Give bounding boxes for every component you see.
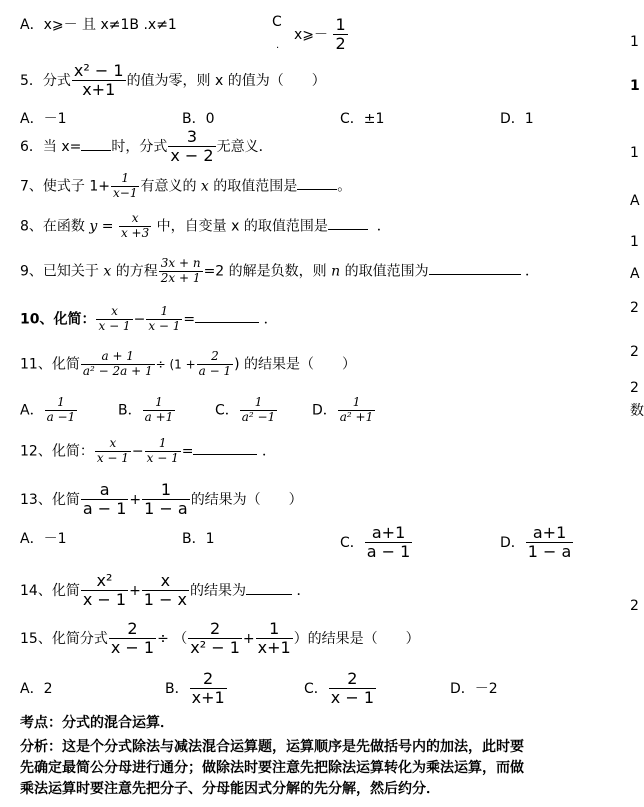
right-edge-char: 1 (630, 234, 639, 250)
q15-fraction-1: $\frac{2}{x - 1}$ (110, 619, 155, 658)
question-10: 10、化简： $\frac{x}{x - 1}$ − $\frac{1}{x - 1}$ = ． (20, 304, 278, 333)
q15-b-fraction: $\frac{2}{x+1}$ (191, 669, 225, 708)
q13-fraction-2: $\frac{1}{1 - a}$ (144, 480, 188, 519)
q15-option-a: A．2 (20, 681, 53, 697)
q11-b-fraction: $\frac{1}{a +1}$ (144, 395, 174, 424)
q11-option-c: C． $\frac{1}{\text{a² −1}}$ (215, 395, 276, 424)
q9-answer-blank[interactable] (429, 274, 521, 275)
right-edge-char: 1 (630, 78, 640, 94)
q13-c-fraction: $\frac{a+1}{a - 1}$ (366, 523, 411, 562)
q8-answer-blank[interactable] (328, 229, 368, 230)
q11-option-a: A． $\frac{1}{a -1}$ (20, 395, 76, 424)
q5-option-a: A．－1 (20, 111, 67, 127)
right-edge-char: 2 (630, 300, 639, 316)
q4-option-c-label: C (272, 14, 282, 30)
q13-fraction-1: $\frac{a}{a - 1}$ (82, 480, 127, 519)
fenxi-line-2: 先确定最简公分母进行通分；做除法时要注意先把除法运算转化为乘法运算，而做 (20, 760, 524, 776)
question-8: 8、在函数 y = $\frac{x}{x +3}$ 中，自变量 x 的取值范围是 ． (20, 211, 391, 240)
q11-fraction-1: $\frac{a + 1}{\text{a² − 2a + 1}}$ (82, 349, 153, 378)
question-14: 14、化简 $\frac{\text{x²}}{x - 1}$ + $\frac{x}{1 - x}$ 的结果为 ． (20, 571, 311, 610)
q9-fraction: $\frac{3x + n}{2x + 1}$ (160, 256, 201, 285)
q12-answer-blank[interactable] (193, 454, 257, 455)
right-edge-char: 数 (630, 403, 644, 419)
question-9: 9、已知关于 x 的方程 $\frac{3x + n}{2x + 1}$ =2 的解是负数，则 n 的取值范围为 ． (20, 256, 540, 285)
q11-d-fraction: $\frac{1}{\text{a² +1}}$ (339, 395, 374, 424)
q6-fraction: $\frac{3}{x - 2}$ (170, 127, 214, 166)
right-edge-char: 2 (630, 344, 639, 360)
q11-fraction-2: $\frac{2}{a - 1}$ (198, 349, 232, 378)
question-6: 6．当 x= 时，分式 $\frac{3}{x - 2}$ 无意义． (20, 127, 273, 166)
q13-d-fraction: $\frac{a+1}{1 - a}$ (527, 523, 572, 562)
q13-option-c: C． $\frac{a+1}{a - 1}$ (340, 523, 411, 562)
question-15: 15、化简分式 $\frac{2}{x - 1}$ ÷ （ $\frac{2}{\text{x² − 1}}$ + $\frac{1}{x+1}$ ）的结果是（ ） (20, 619, 420, 658)
question-5: 5．分式 $\frac{\text{x² − 1}}{x+1}$ 的值为零，则 x 的值为（ ） (20, 61, 326, 100)
q5-option-c: C．±1 (340, 111, 385, 127)
question-11: 11、化简 $\frac{a + 1}{\text{a² − 2a + 1}}$ ÷ (1 + $\frac{2}{a - 1}$ ) 的结果是（ ） (20, 349, 357, 378)
q15-fraction-3: $\frac{1}{x+1}$ (257, 619, 291, 658)
q14-fraction-1: $\frac{\text{x²}}{x - 1}$ (82, 571, 127, 610)
q4-c-text: x⩾－ (294, 26, 329, 43)
q4-c-fraction: $\frac{1}{2}$ (335, 15, 346, 54)
q11-a-fraction: $\frac{1}{a -1}$ (46, 395, 76, 424)
q7-answer-blank[interactable] (297, 189, 337, 190)
q13-option-a: A．－1 (20, 531, 67, 547)
question-12: 12、化简： $\frac{x}{x - 1}$ − $\frac{1}{x - 1}$ = ． (20, 436, 276, 465)
q7-fraction: $\frac{1}{x-1}$ (113, 171, 138, 200)
question-7: 7、使式子 1+ $\frac{1}{x-1}$ 有意义的 x 的取值范围是 。 (20, 171, 352, 200)
right-edge-char: 2 (630, 380, 639, 396)
q11-c-fraction: $\frac{1}{\text{a² −1}}$ (241, 395, 276, 424)
q12-fraction-2: $\frac{1}{x - 1}$ (146, 436, 179, 465)
q13-option-d: D． $\frac{a+1}{1 - a}$ (500, 523, 572, 562)
right-edge-char: 2 (630, 598, 639, 614)
q10-answer-blank[interactable] (195, 322, 259, 323)
right-edge-char: 1 (630, 34, 639, 50)
q11-option-d: D． $\frac{1}{\text{a² +1}}$ (312, 395, 374, 424)
q13-option-b: B．1 (182, 531, 215, 547)
question-13: 13、化简 $\frac{a}{a - 1}$ + $\frac{1}{1 - a}$ 的结果为（ ） (20, 480, 303, 519)
q14-answer-blank[interactable] (246, 594, 292, 595)
q10-fraction-1: $\frac{x}{x - 1}$ (98, 304, 131, 333)
q4-option-a-b: A．x⩾－ 且 x≠1B .x≠1 (20, 17, 177, 33)
q5-fraction: $\frac{\text{x² − 1}}{x+1}$ (73, 61, 124, 100)
q8-fraction: $\frac{x}{x +3}$ (120, 211, 150, 240)
q12-fraction-1: $\frac{x}{x - 1}$ (96, 436, 129, 465)
q15-option-b: B． $\frac{2}{x+1}$ (165, 669, 225, 708)
q15-option-d: D．－2 (450, 681, 498, 697)
q4-option-c-expr (294, 16, 349, 54)
right-edge-char: 1 (630, 145, 639, 161)
kaodian-label: 考点：分式的混合运算． (20, 715, 174, 731)
q11-option-b: B． $\frac{1}{a +1}$ (118, 395, 174, 424)
q10-fraction-2: $\frac{1}{x - 1}$ (148, 304, 181, 333)
fenxi-line-1: 分析：这是个分式除法与减法混合运算题，运算顺序是先做括号内的加法，此时要 (20, 739, 524, 755)
right-edge-char: A (630, 266, 640, 282)
q4-dot: . (276, 40, 280, 51)
q5-option-b: B．0 (182, 111, 215, 127)
q6-answer-blank[interactable] (81, 150, 111, 151)
fenxi-line-3: 乘法运算时要注意先把分子、分母能因式分解的先分解，然后约分． (20, 781, 440, 797)
q15-fraction-2: $\frac{2}{\text{x² − 1}}$ (190, 619, 240, 658)
q15-c-fraction: $\frac{2}{x - 1}$ (330, 669, 375, 708)
q15-option-c: C． $\frac{2}{x - 1}$ (304, 669, 375, 708)
right-edge-char: A (630, 193, 640, 209)
q14-fraction-2: $\frac{x}{1 - x}$ (143, 571, 188, 610)
q5-option-d: D．1 (500, 111, 534, 127)
